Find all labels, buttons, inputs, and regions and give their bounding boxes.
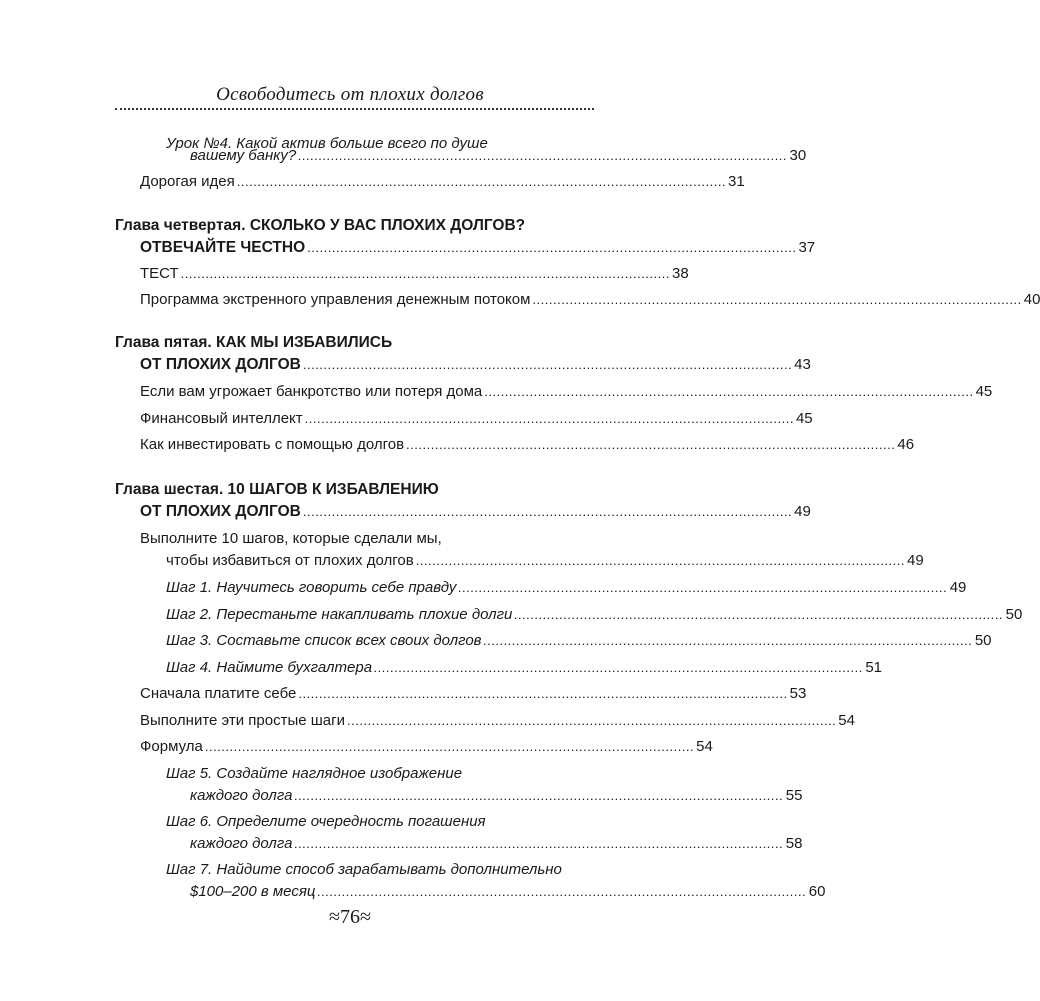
toc-entry-10-shagov-line1: Выполните 10 шагов, которые сделали мы, xyxy=(140,530,442,547)
running-head: Освободитесь от плохих долгов xyxy=(216,84,484,105)
dot-leader: ....................................................................................................................... xyxy=(374,660,864,675)
toc-entry-formula xyxy=(140,736,713,758)
toc-entry-text: Финансовый интеллект xyxy=(140,410,303,427)
toc-entry-text: ТЕСТ xyxy=(140,265,179,282)
page-number: 31 xyxy=(728,173,745,190)
toc-entry-text: Шаг 1. Научитесь говорить себе правду xyxy=(166,579,457,596)
toc-entry-text: Шаг 2. Перестаньте накапливать плохие долги xyxy=(166,606,513,623)
page-number: 30 xyxy=(789,147,807,164)
page-number: 46 xyxy=(897,436,915,453)
page-number: 49 xyxy=(949,579,967,596)
page-number: 54 xyxy=(696,738,713,755)
chapter6-title-line1: Глава шестая. 10 ШАГОВ К ИЗБАВЛЕНИЮ xyxy=(115,481,439,498)
toc-entry-step7-line1: Шаг 7. Найдите способ зарабатывать дополнительно xyxy=(166,861,562,878)
page-number: 50 xyxy=(974,632,992,649)
toc-entry-text: Программа экстренного управления денежным потоком xyxy=(140,291,531,308)
toc-entry-step3 xyxy=(166,630,992,652)
dot-leader: ....................................................................................................................... xyxy=(236,174,727,189)
toc-entry-text: Как инвестировать с помощью долгов xyxy=(140,436,405,453)
chapter4-title-line1: Глава четвертая. СКОЛЬКО У ВАС ПЛОХИХ ДОЛГОВ? xyxy=(115,217,526,234)
page-number: 45 xyxy=(795,410,813,427)
toc-entry-bankrotstvo xyxy=(140,381,993,403)
toc-entry-text: вашему банку? xyxy=(190,147,297,164)
page-number: 37 xyxy=(798,239,816,256)
dot-leader: ....................................................................................................................... xyxy=(483,633,973,648)
toc-entry-chapter5 xyxy=(140,354,811,376)
header-dotted-rule xyxy=(115,108,594,110)
toc-entry-finansovyi-intellekt xyxy=(140,408,813,430)
dot-leader: ....................................................................................................................... xyxy=(458,580,948,595)
page-number: 58 xyxy=(785,835,803,852)
toc-entry-test xyxy=(140,263,689,285)
dot-leader: ....................................................................................................................... xyxy=(204,739,695,754)
dot-leader: ....................................................................................................................... xyxy=(180,266,670,281)
toc-entry-prostye-shagi xyxy=(140,710,855,732)
dot-leader: ....................................................................................................................... xyxy=(302,504,793,519)
page-number: 43 xyxy=(794,356,811,373)
dot-leader: ....................................................................................................................... xyxy=(415,553,905,568)
dot-leader: ....................................................................................................................... xyxy=(307,240,797,255)
toc-entry-text: каждого долга xyxy=(190,835,293,852)
page-number: 49 xyxy=(907,552,924,569)
page-number: 51 xyxy=(865,659,883,676)
toc-entry-text: Шаг 4. Наймите бухгалтера xyxy=(166,659,373,676)
dot-leader: ....................................................................................................................... xyxy=(484,384,974,399)
toc-entry-snachala-platite xyxy=(140,683,807,705)
page-number: 50 xyxy=(1005,606,1023,623)
toc-entry-programma xyxy=(140,289,1040,311)
toc-entry-text: чтобы избавиться от плохих долгов xyxy=(166,552,414,569)
dot-leader: ....................................................................................................................... xyxy=(298,686,788,701)
chapter6-title-line2: ОТ ПЛОХИХ ДОЛГОВ xyxy=(140,503,301,520)
toc-entry-text: Сначала платите себе xyxy=(140,685,297,702)
toc-entry-lesson4-line1: Урок №4. Какой актив больше всего по душе xyxy=(166,135,488,152)
toc-entry-chapter6 xyxy=(140,501,811,523)
dot-leader: ....................................................................................................................... xyxy=(294,788,784,803)
toc-entry-text: каждого долга xyxy=(190,787,293,804)
dot-leader: ....................................................................................................................... xyxy=(298,148,788,163)
page-number: 45 xyxy=(975,383,993,400)
toc-entry-investirovat xyxy=(140,434,915,456)
chapter5-title-line2: ОТ ПЛОХИХ ДОЛГОВ xyxy=(140,356,301,373)
page-number: 49 xyxy=(794,503,811,520)
page-number: 55 xyxy=(785,787,803,804)
toc-entry-step7 xyxy=(190,881,826,903)
toc-entry-text: Выполните эти простые шаги xyxy=(140,712,345,729)
toc-entry-step4 xyxy=(166,657,883,679)
toc-entry-step5 xyxy=(190,785,803,807)
dot-leader: ....................................................................................................................... xyxy=(304,411,794,426)
page-number: 53 xyxy=(789,685,807,702)
dot-leader: ....................................................................................................................... xyxy=(532,292,1022,307)
dot-leader: ....................................................................................................................... xyxy=(346,713,837,728)
dot-leader: ....................................................................................................................... xyxy=(406,437,896,452)
toc-entry-chapter4 xyxy=(140,237,816,259)
toc-entry-text: Шаг 3. Составьте список всех своих долгов xyxy=(166,632,482,649)
page-number: 38 xyxy=(671,265,689,282)
page-number: 54 xyxy=(838,712,855,729)
dot-leader: ....................................................................................................................... xyxy=(302,357,793,372)
toc-entry-step6-line1: Шаг 6. Определите очередность погашения xyxy=(166,813,486,830)
toc-entry-step6 xyxy=(190,833,803,855)
toc-entry-dorogaya-ideya xyxy=(140,171,745,193)
toc-entry-10-shagov xyxy=(166,550,924,572)
page-folio: ≈76≈ xyxy=(329,906,371,928)
toc-entry-text: $100–200 в месяц xyxy=(190,883,316,900)
chapter5-title-line1: Глава пятая. КАК МЫ ИЗБАВИЛИСЬ xyxy=(115,334,393,351)
toc-entry-text: Формула xyxy=(140,738,203,755)
chapter4-title-line2: ОТВЕЧАЙТЕ ЧЕСТНО xyxy=(140,239,306,256)
dot-leader: ....................................................................................................................... xyxy=(514,607,1004,622)
dot-leader: ....................................................................................................................... xyxy=(317,884,807,899)
toc-entry-step1 xyxy=(166,577,967,599)
toc-entry-text: Если вам угрожает банкротство или потеря дома xyxy=(140,383,483,400)
page-number: 40 xyxy=(1023,291,1040,308)
page-number: 60 xyxy=(808,883,826,900)
toc-entry-text: Дорогая идея xyxy=(140,173,235,190)
toc-entry-step2 xyxy=(166,604,1023,626)
dot-leader: ....................................................................................................................... xyxy=(294,836,784,851)
toc-entry-step5-line1: Шаг 5. Создайте наглядное изображение xyxy=(166,765,463,782)
toc-entry-lesson4 xyxy=(190,145,807,167)
